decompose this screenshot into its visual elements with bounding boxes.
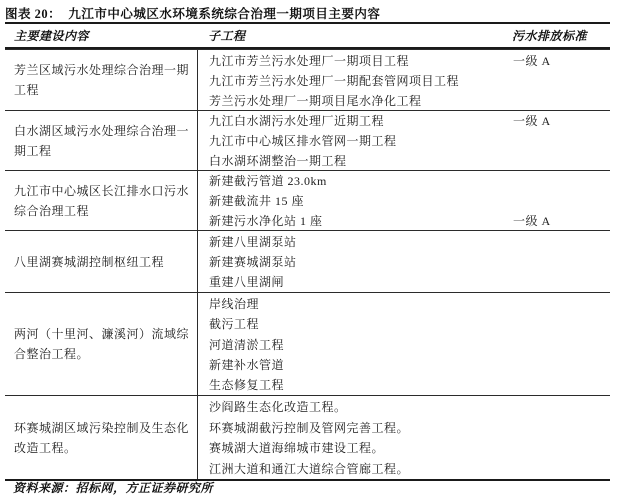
sub-project-item [198, 354, 610, 374]
row-subprojects [197, 111, 610, 170]
row-label: 白水湖区域污水处理综合治理一期工程 [14, 123, 190, 158]
sub-project-item [198, 438, 610, 459]
sub-project-text: 重建八里湖闸 [209, 275, 285, 290]
row-subprojects [197, 293, 610, 395]
sub-project-text: 芳兰污水处理厂一期项目尾水净化工程 [209, 93, 422, 108]
sub-project-item [198, 111, 610, 131]
sub-project-item [198, 70, 610, 90]
sub-project-text: 新建截流井 15 座 [209, 194, 305, 208]
table-header-row [5, 24, 610, 49]
row-label: 环赛城湖区域污染控制及生态化改造工程。 [14, 420, 190, 455]
sub-project-item [198, 50, 610, 70]
sub-project-text: 沙阎路生态化改造工程。 [209, 399, 347, 414]
sub-project-text: 九江白水湖污水处理厂近期工程 [209, 114, 385, 129]
figure-title: 图表 20： 九江市中心城区水环境系统综合治理一期项目主要内容 [5, 7, 381, 21]
sub-project-text: 截污工程 [209, 317, 260, 332]
source-note: 资料来源：招标网，方正证券研究所 [13, 481, 214, 495]
sub-project-text: 新建八里湖泵站 [209, 234, 297, 249]
sub-project-text: 九江市芳兰污水处理厂一期配套管网项目工程 [209, 73, 460, 88]
sub-project-item [198, 334, 610, 354]
row-label: 芳兰区域污水处理综合治理一期工程 [14, 63, 190, 97]
sub-project-item [198, 272, 610, 292]
discharge-standard-value: 一级 A [513, 114, 551, 129]
sub-project-item [198, 131, 610, 151]
sub-project-text: 九江市中心城区排水管网一期工程 [209, 134, 397, 148]
table-row [5, 230, 610, 292]
sub-project-text: 生态修复工程 [209, 378, 285, 393]
sub-project-text: 岸线治理 [209, 296, 260, 311]
sub-project-text: 白水湖环湖整治一期工程 [209, 153, 347, 168]
row-subprojects [197, 231, 610, 292]
sub-project-text: 新建补水管道 [209, 357, 285, 372]
sub-project-item [198, 375, 610, 395]
row-subprojects [197, 50, 610, 110]
sub-project-item [198, 417, 610, 438]
sub-project-item [198, 293, 610, 313]
row-subprojects [197, 171, 610, 230]
sub-project-item [198, 191, 610, 211]
table-row [5, 395, 610, 479]
sub-project-item [198, 210, 610, 230]
table-row [5, 49, 610, 110]
sub-project-item [198, 231, 610, 251]
row-label: 八里湖赛城湖控制枢纽工程 [14, 254, 165, 269]
table-row [5, 292, 610, 395]
discharge-standard-value: 一级 A [513, 53, 551, 68]
sub-project-text: 河道清淤工程 [209, 337, 285, 352]
header-main-construction: 主要建设内容 [14, 28, 90, 43]
sub-project-item [198, 396, 610, 417]
table-row [5, 110, 610, 170]
sub-project-text: 新建污水净化站 1 座 [209, 213, 323, 228]
row-subprojects [197, 396, 610, 479]
sub-project-text: 环赛城湖截污控制及管网完善工程。 [209, 420, 410, 435]
sub-project-item [198, 313, 610, 333]
header-sub-project: 子工程 [208, 28, 246, 43]
table-row [5, 170, 610, 230]
discharge-standard-value: 一级 A [513, 213, 551, 228]
project-content-table [5, 22, 610, 481]
sub-project-item [198, 171, 610, 191]
sub-project-item [198, 150, 610, 170]
header-discharge-standard: 污水排放标准 [512, 29, 588, 43]
sub-project-text: 九江市芳兰污水处理厂一期项目工程 [209, 53, 410, 68]
row-label: 两河（十里河、濂溪河）流域综合整治工程。 [14, 327, 190, 361]
sub-project-item [198, 251, 610, 271]
sub-project-item [198, 90, 610, 110]
sub-project-text: 新建截污管道 23.0km [209, 174, 327, 189]
sub-project-item [198, 458, 610, 479]
sub-project-text: 江洲大道和通江大道综合管廊工程。 [209, 462, 410, 477]
row-label: 九江市中心城区长江排水口污水综合治理工程 [14, 183, 190, 218]
sub-project-text: 赛城湖大道海绵城市建设工程。 [209, 441, 385, 456]
sub-project-text: 新建赛城湖泵站 [209, 254, 297, 269]
